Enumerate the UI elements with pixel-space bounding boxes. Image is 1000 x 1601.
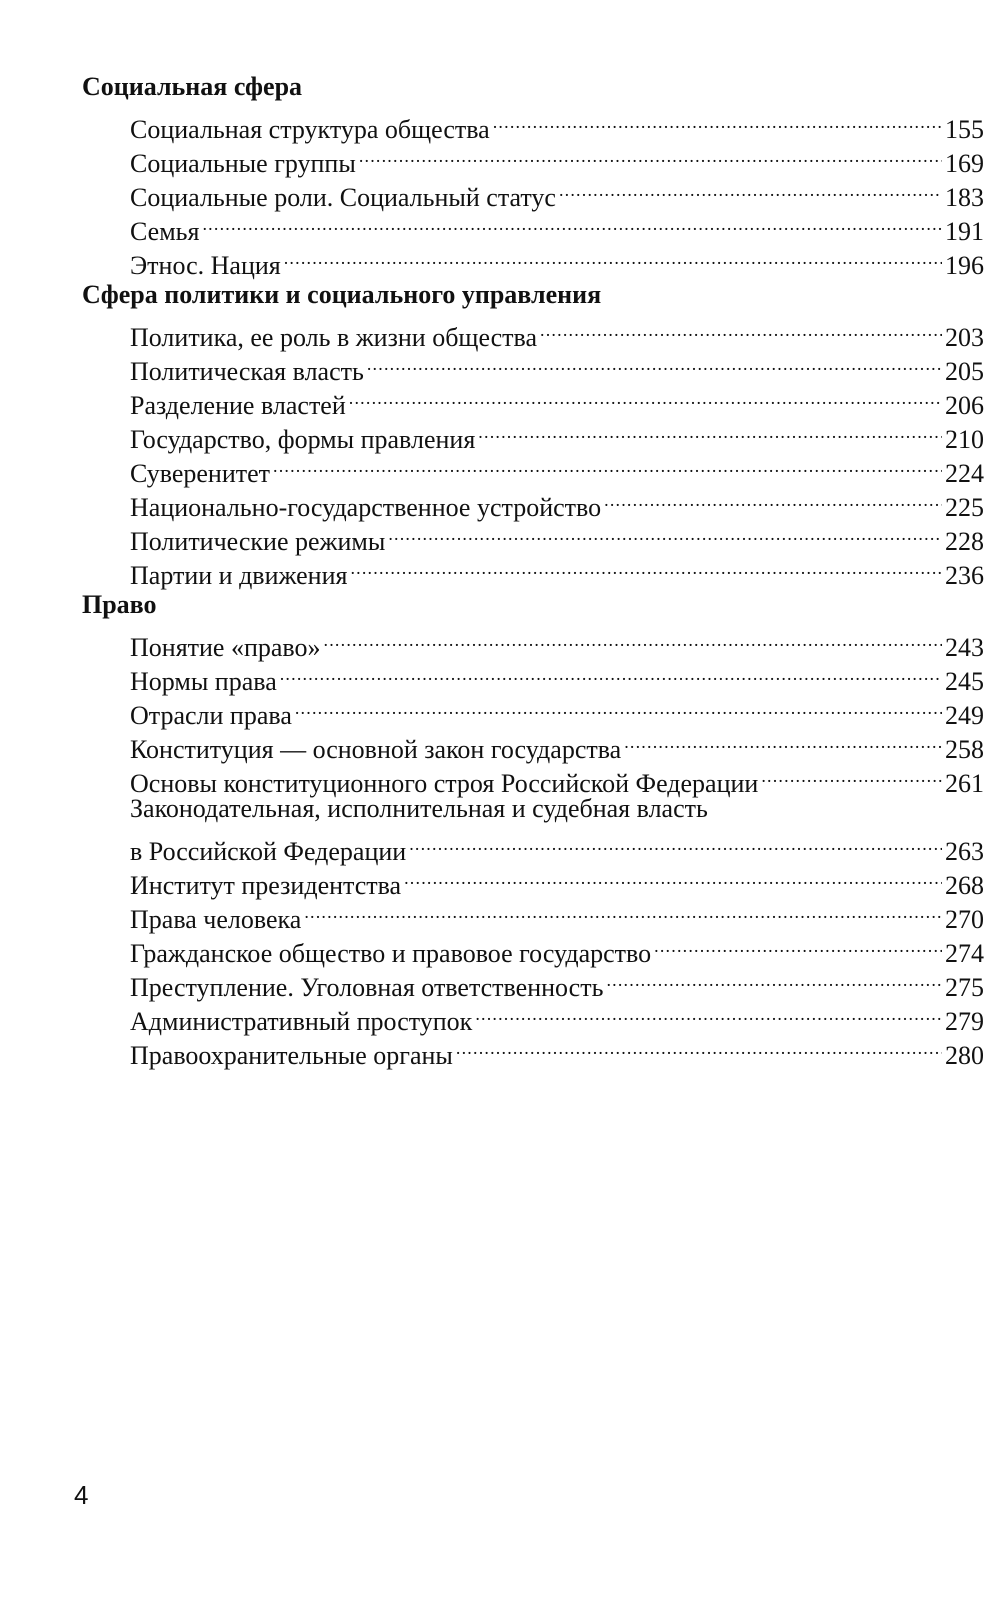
toc-entry[interactable] [130,312,984,352]
toc-entry[interactable] [130,792,984,866]
dot-leader [280,656,942,690]
entry-label: Гражданское общество и правовое государство [130,939,652,968]
dot-leader [409,826,942,860]
toc-entry[interactable] [130,206,984,246]
entry-page-number: 261 [945,769,984,798]
dot-leader [404,860,942,894]
dot-leader [349,380,942,414]
entry-label: Социальные группы [130,149,356,178]
entry-label: Преступление. Уголовная ответственность [130,973,604,1002]
entry-page-number: 245 [945,667,984,696]
entry-page-number: 210 [945,425,984,454]
dot-leader [273,448,942,482]
entry-label: Государство, формы правления [130,425,476,454]
dot-leader [478,414,942,448]
table-of-contents [82,70,984,1070]
dot-leader [350,550,942,584]
entry-page-number: 225 [945,493,984,522]
entry-page-number: 236 [945,561,984,590]
entry-label: Конституция — основной закон государства [130,735,622,764]
entry-label: в Российской Федерации [130,837,407,866]
entry-label: Понятие «право» [130,633,321,662]
entry-page-number: 268 [945,871,984,900]
dot-leader [304,894,942,928]
entry-label: Политические режимы [130,527,386,556]
entry-label: Нормы права [130,667,277,696]
entry-label: Правоохранительные органы [130,1041,453,1070]
entry-page-number: 270 [945,905,984,934]
toc-entry[interactable] [130,240,984,280]
dot-leader [456,1030,942,1064]
dot-leader [324,622,942,656]
toc-section-law [82,588,984,1070]
entry-page-number: 274 [945,939,984,968]
dot-leader [624,724,942,758]
entry-page-number: 155 [945,115,984,144]
dot-leader [606,962,942,996]
entry-label: Основы конституционного строя Российской Федерации [130,769,759,798]
toc-section-social [82,70,984,280]
entry-label: Этнос. Нация [130,251,281,280]
entry-page-number: 183 [945,183,984,212]
dot-leader [493,104,942,138]
dot-leader [295,690,942,724]
entry-label: Административный проступок [130,1007,473,1036]
entry-page-number: 224 [945,459,984,488]
entry-page-number: 243 [945,633,984,662]
entry-label: Социальная структура общества [130,115,490,144]
dot-leader [540,312,942,346]
entry-page-number: 280 [945,1041,984,1070]
entry-label: Разделение властей [130,391,346,420]
toc-entry[interactable] [130,104,984,144]
entry-label: Институт президентства [130,871,402,900]
entry-page-number: 169 [945,149,984,178]
dot-leader [475,996,942,1030]
section-title: Сфера политики и социального управления [82,280,602,309]
dot-leader [559,172,942,206]
page-number: 4 [74,1480,89,1510]
dot-leader [604,482,942,516]
entry-page-number: 203 [945,323,984,352]
dot-leader [367,346,942,380]
entry-page-number: 228 [945,527,984,556]
dot-leader [202,206,942,240]
entry-label: Социальные роли. Социальный статус [130,183,556,212]
entry-page-number: 275 [945,973,984,1002]
dot-leader [654,928,942,962]
entry-label: Партии и движения [130,561,348,590]
entry-label: Политика, ее роль в жизни общества [130,323,538,352]
entry-line2 [130,826,984,866]
dot-leader [388,516,942,550]
entry-label: Отрасли права [130,701,292,730]
entry-label: Семья [130,217,200,246]
toc-section-politics [82,278,984,590]
entry-page-number: 205 [945,357,984,386]
dot-leader [761,758,942,792]
entry-page-number: 279 [945,1007,984,1036]
entry-page-number: 258 [945,735,984,764]
entry-page-number: 206 [945,391,984,420]
entry-page-number: 263 [945,837,984,866]
toc-entry[interactable] [130,622,984,662]
entry-label: Права человека [130,905,302,934]
entry-label: Суверенитет [130,459,270,488]
section-title: Социальная сфера [82,72,303,101]
entry-page-number: 249 [945,701,984,730]
entry-label-line1: Законодательная, исполнительная и судебная власть [130,794,708,823]
section-title: Право [82,590,157,619]
dot-leader [359,138,942,172]
entry-page-number: 196 [945,251,984,280]
entry-label: Политическая власть [130,357,364,386]
entry-label: Национально-государственное устройство [130,493,602,522]
dot-leader [284,240,942,274]
entry-page-number: 191 [945,217,984,246]
